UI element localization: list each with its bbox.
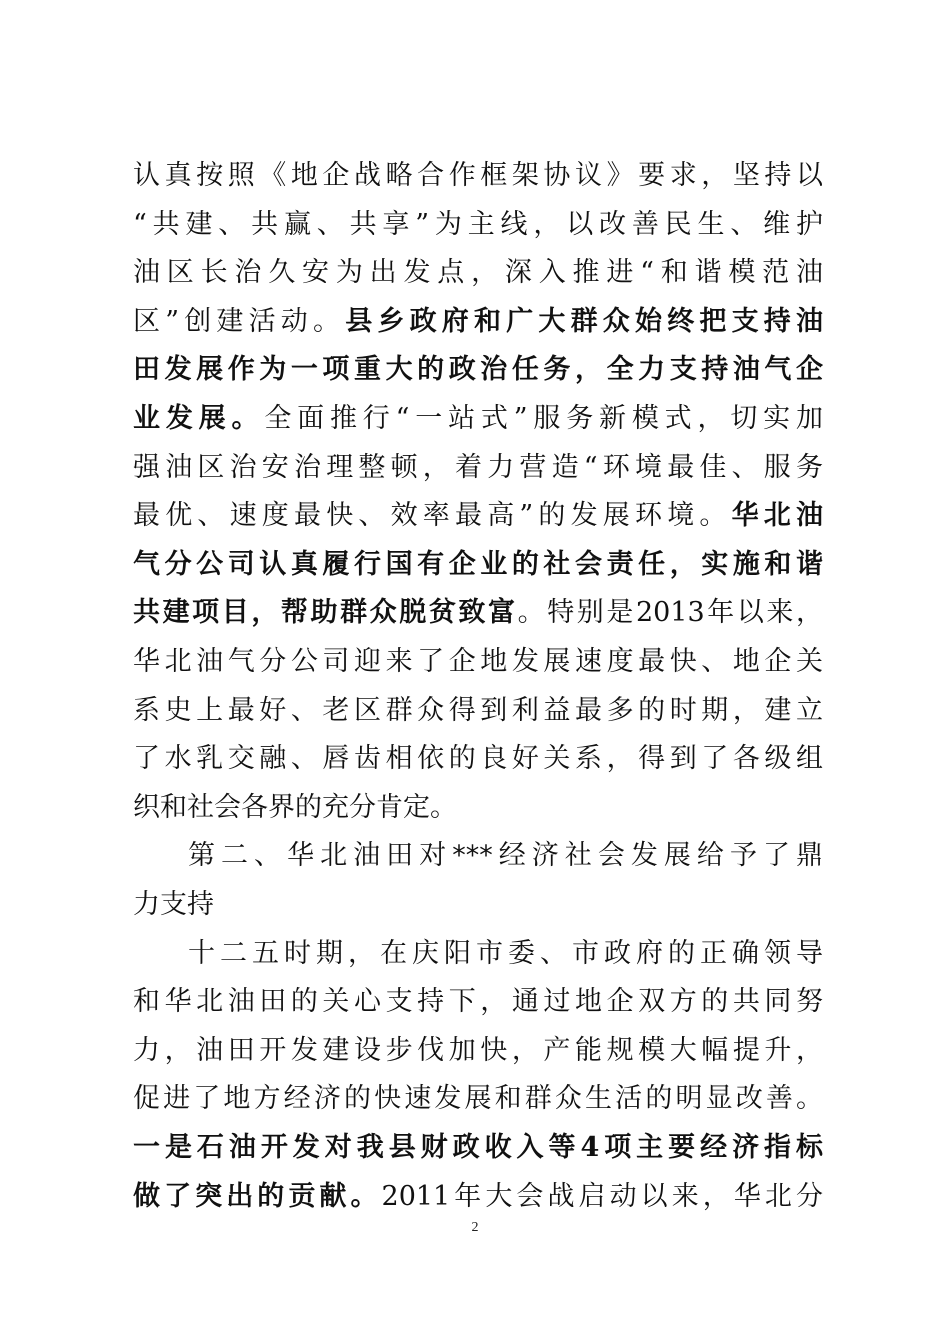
text-segment: 促进了地方经济的快速发展和群众生活的明显改善。 bbox=[133, 1083, 823, 1115]
text-segment: 力支持 bbox=[133, 889, 214, 920]
bold-text-segment: 共建项目，帮助群众脱贫致富 bbox=[133, 597, 518, 629]
bold-text-segment: 做了突出的贡献。 bbox=[133, 1180, 382, 1212]
paragraph-line bbox=[133, 152, 823, 200]
paragraph-line bbox=[133, 1027, 823, 1075]
text-segment: 全面推行“一站式”服务新模式，切实加 bbox=[264, 403, 823, 434]
bold-text-segment: 气分公司认真履行国有企业的社会责任，实施和谐 bbox=[133, 548, 823, 580]
text-segment: 十二五时期，在庆阳市委、市政府的正确领导 bbox=[188, 937, 823, 969]
text-segment: 。特别是2013年以来， bbox=[517, 597, 824, 629]
bold-text-segment: 华北油 bbox=[731, 500, 823, 532]
paragraph-line bbox=[133, 638, 823, 686]
paragraph-line bbox=[133, 346, 823, 394]
text-segment: 强油区治安治理整顿，着力营造“环境最佳、服务 bbox=[133, 451, 823, 483]
text-segment: 系史上最好、老区群众得到利益最多的时期，建立 bbox=[133, 694, 823, 726]
text-segment: 力，油田开发建设步伐加快，产能规模大幅提升， bbox=[133, 1034, 823, 1066]
paragraph-line bbox=[133, 1075, 823, 1123]
text-segment: 第二、华北油田对***经济社会发展给予了鼎 bbox=[188, 840, 823, 872]
paragraph-line bbox=[133, 298, 823, 346]
text-segment: 区”创建活动。 bbox=[133, 305, 346, 337]
text-segment: 认真按照《地企战略合作框架协议》要求，坚持以 bbox=[133, 160, 823, 191]
bold-text-segment: 一是石油开发对我县财政收入等4项主要经济指标 bbox=[133, 1132, 823, 1163]
text-segment: 油区长治久安为出发点，深入推进“和谐模范油 bbox=[133, 257, 823, 289]
text-segment: “共建、共赢、共享”为主线，以改善民生、维护 bbox=[133, 208, 823, 240]
bold-text-segment: 县乡政府和广大群众始终把支持油 bbox=[345, 305, 823, 337]
bold-text-segment: 业发展。 bbox=[133, 403, 265, 434]
paragraph-line bbox=[133, 201, 823, 249]
section-heading-line bbox=[133, 881, 823, 929]
paragraph-line bbox=[133, 1124, 823, 1172]
paragraph-line bbox=[133, 249, 823, 297]
text-segment: 华北油气分公司迎来了企地发展速度最快、地企关 bbox=[133, 646, 823, 677]
paragraph-line bbox=[133, 687, 823, 735]
paragraph-line bbox=[133, 735, 823, 783]
page-number: 2 bbox=[471, 1220, 479, 1235]
paragraph-line bbox=[133, 978, 823, 1026]
paragraph-line bbox=[133, 492, 823, 540]
paragraph-line bbox=[133, 395, 823, 443]
paragraph-line bbox=[188, 930, 823, 978]
paragraph-line bbox=[133, 541, 823, 589]
paragraph-line bbox=[133, 444, 823, 492]
paragraph-line bbox=[133, 1173, 823, 1221]
bold-text-segment: 田发展作为一项重大的政治任务，全力支持油气企 bbox=[133, 354, 823, 386]
text-segment: 和华北油田的关心支持下，通过地企双方的共同努 bbox=[133, 986, 823, 1018]
text-segment: 织和社会各界的充分肯定。 bbox=[133, 791, 457, 823]
text-segment: 最优、速度最快、效率最高”的发展环境。 bbox=[133, 500, 732, 532]
text-segment: 2011年大会战启动以来，华北分 bbox=[381, 1180, 823, 1212]
paragraph-line bbox=[133, 589, 823, 637]
paragraph-line bbox=[133, 784, 823, 832]
section-heading-line bbox=[188, 832, 823, 880]
text-segment: 了水乳交融、唇齿相依的良好关系，得到了各级组 bbox=[133, 743, 823, 775]
